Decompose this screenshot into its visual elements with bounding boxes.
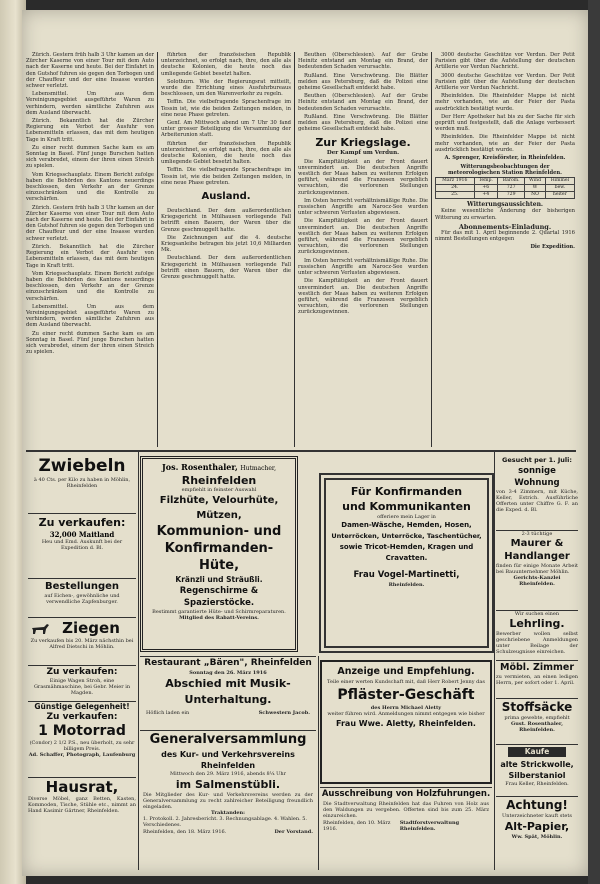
news-paragraph: Die Kampftätigkeit an der Front dauert unvermindert an. Die deutschen Angriffe westlich der Maas haben zu weiteren Erfolgen geführt, während die Franzosen vergeblich versuchten, die verlorenen Stellungen zurückzugewinnen. bbox=[298, 278, 428, 316]
table-header-cell: Wind bbox=[525, 177, 546, 184]
table-row bbox=[436, 177, 575, 184]
section-title-ausland: Ausland. bbox=[201, 191, 251, 203]
table-cell: 729 bbox=[498, 192, 525, 199]
ad-title: Maurer & bbox=[510, 538, 564, 549]
subscription-signature: Die Expedition. bbox=[530, 244, 575, 251]
ad-text: Zu verkaufen bis 20. März nächsthin bei Alfred Dietschi in Möhlin. bbox=[30, 638, 134, 650]
column-rule bbox=[294, 52, 295, 447]
news-paragraph: Rußland. Eine Verschwörung. Die Blätter melden aus Petersburg, daß die Polizei eine geheime Gesellschaft entdeckt habe. bbox=[298, 113, 428, 133]
ad-sign: Der Vorstand. bbox=[274, 829, 313, 835]
ad-text: finden für einige Monate Arbeit bei Bauunternehmer Möhlin. bbox=[496, 563, 578, 575]
table-cell: +6 bbox=[474, 184, 497, 191]
column-rule bbox=[138, 452, 139, 870]
ad-title: Bestellungen bbox=[44, 581, 120, 592]
ad-verkaufen-1 bbox=[28, 516, 136, 576]
news-paragraph: Die Zeichnungen auf die 4. deutsche Kriegsanleihe betragen bis jetzt 10,6 Milliarden Mk. bbox=[161, 234, 291, 254]
ad-date: Mittwoch den 29. März 1916, abends 8¼ Uhr bbox=[170, 771, 286, 777]
table-row bbox=[436, 184, 575, 191]
news-paragraph: Zu einer recht dummen Sache kam es am Sonntag in Basel. Fünf junge Burschen hatten sich verabredet, einem der ihren einen Streich zu spielen. bbox=[26, 330, 154, 356]
ad-seller: Ad. Schaffer, Photograph, Laufenburg bbox=[28, 752, 136, 758]
subscription-title: Abonnements-Einladung. bbox=[458, 222, 552, 231]
ad-line: Damen-Wäsche, Hemden, Hosen, bbox=[341, 521, 472, 529]
ad-subtitle: des Kur- und Verkehrsvereins Rheinfelden bbox=[161, 750, 295, 770]
news-paragraph: Vom Kriegsschauplatz. Einem Bericht zufolge haben die Behörden des Kantons neuerdings beschlossen, den Verkehr an der Grenze einzuschränken und die Kontrolle zu verschärfen. bbox=[26, 270, 154, 302]
ad-rosenthaler bbox=[140, 456, 298, 652]
ad-baeren bbox=[140, 656, 316, 728]
ad-sign: Gust. Rosenthaler, Rheinfelden. bbox=[511, 721, 563, 733]
ad-event: Abschied mit Musik-Unterhaltung. bbox=[165, 677, 291, 706]
ad-lehrling bbox=[496, 610, 578, 658]
table-header-cell: Temp. bbox=[474, 177, 497, 184]
ad-title: Zu verkaufen: bbox=[38, 516, 126, 529]
news-paragraph: Lebensmittel. Um aus dem Vereinigungsgebiet ausgeführte Waren zu verhindern, werden sämtliche Zufuhren aus dem Ausland überwacht. bbox=[26, 303, 154, 329]
news-paragraph: Zürich. Gestern früh halb 3 Uhr kamen an der Zürcher Kaserne von einer Tour mit dem Auto nach der Kaserne und heute. Bei der Einfahrt in den Gutshof fuhren sie gegen den Torbogen und der Chauffeur und der eine Insasse wurden schwer verletzt. bbox=[26, 204, 154, 242]
ad-text: à 40 Cts. per Kilo zu haben in Möhlin, Rheinfelden bbox=[33, 477, 131, 489]
news-paragraph: Zürich. Gestern früh halb 3 Uhr kamen an der Zürcher Kaserne von einer Tour mit dem Auto nach der Kaserne und heute. Bei der Einfahrt in den Gutshof fuhren sie gegen den Torbogen und der Chauffeur und der eine Insasse wurden schwer verletzt. bbox=[26, 52, 154, 90]
news-paragraph: Rheinfelden. Die Rheinfelder Mappe ist nicht mehr vorhanden, wie an der Feier der Pasta ausdrücklich bestätigt wurde. bbox=[435, 134, 575, 153]
ad-title: Möbl. Zimmer bbox=[499, 662, 575, 673]
ad-title: Zwiebeln bbox=[38, 456, 126, 476]
ad-intro: offeriere mein Lager in bbox=[377, 514, 436, 520]
ad-text: zu vermieten, an einen ledigen Herrn, per sofort oder 1. April. bbox=[496, 674, 578, 686]
subscription-text: Für das mit 1. April beginnende 2. Quartal 1916 nimmt Bestellungen entgegen bbox=[435, 230, 575, 243]
table-cell: 727 bbox=[498, 184, 525, 191]
ad-title: Gesucht per 1. Juli: bbox=[502, 456, 572, 464]
news-column-2 bbox=[161, 52, 291, 447]
ad-title: Generalversammlung bbox=[149, 732, 307, 747]
ad-pflaester bbox=[320, 660, 492, 784]
news-paragraph: führten der französischen Republik unterzeichnet, so erfolgt nach, ihre, den alle als deutsche Kolonien, die heute noch das umliegende Gebiet besetzt halten. bbox=[161, 52, 291, 77]
book-binding bbox=[588, 0, 600, 884]
ad-title: Günstige Gelegenheit! bbox=[34, 702, 130, 711]
table-header-cell: Barom. bbox=[498, 177, 525, 184]
news-paragraph: Im Osten herrscht verhältnismäßige Ruhe. Die russischen Angriffe am Narocz-See wurden unter schweren Verlusten abgewiesen. bbox=[298, 197, 428, 217]
table-header-cell: März 1916 bbox=[436, 177, 475, 184]
news-paragraph: Rußland. Eine Verschwörung. Die Blätter melden aus Petersburg, daß die Polizei eine geheime Gesellschaft entdeckt habe. bbox=[298, 72, 428, 92]
ad-line: Silberstaniol bbox=[508, 771, 566, 780]
ad-text: auf Eichen-, gewöhnliche und verwendliche Zapfenburger. bbox=[44, 593, 120, 605]
ad-agenda-title: Traktanden: bbox=[210, 810, 246, 816]
ad-verkaufen-2 bbox=[28, 665, 136, 699]
news-paragraph: Vom Kriegsschauplatz. Einem Bericht zufolge haben die Behörden des Kantons neuerdings beschlossen, den Verkehr an der Grenze einzuschränken und die Kontrolle zu verschärfen. bbox=[26, 171, 154, 203]
ad-member: Mitglied des Rabatt-Vereins. bbox=[179, 615, 259, 621]
column-rule bbox=[318, 656, 319, 870]
ad-rule bbox=[28, 578, 136, 579]
news-column-3 bbox=[298, 52, 428, 447]
ad-title: Handlanger bbox=[504, 551, 570, 562]
column-rule bbox=[494, 452, 495, 870]
ad-item: 1 Motorrad bbox=[38, 723, 126, 739]
ad-main: Alt-Papier, bbox=[504, 820, 570, 833]
column-rule bbox=[157, 52, 158, 447]
ad-hausrat bbox=[28, 777, 136, 867]
table-cell: bew. bbox=[545, 184, 574, 191]
news-paragraph: Lebensmittel. Um aus dem Vereinigungsgebiet ausgeführte Waren zu verhindern, werden sämtliche Zufuhren aus dem Ausland überwacht. bbox=[26, 91, 154, 116]
news-paragraph: Genf. Am Mittwoch abend um 7 Uhr 30 fand unter grosser Beteiligung die Versammlung der Arbeiterunion statt. bbox=[161, 120, 291, 139]
ad-line: sowie Tricot-Hemden, Kragen und bbox=[339, 543, 474, 551]
news-paragraph: Teffin. Die vielbefragende Sprachenfrage im Tessin ist, wie die beiden Zeitungen melden, in eine neue Phase getreten. bbox=[161, 167, 291, 186]
ad-trade: Hutmacher, bbox=[240, 465, 277, 472]
ad-banner: Kaufe bbox=[508, 747, 566, 757]
forester-signature: A. Sprenger, Kreisförster, in Rheinfelden. bbox=[444, 155, 566, 162]
ad-title: Restaurant „Bären", Rheinfelden bbox=[144, 658, 312, 668]
ad-zimmer bbox=[496, 660, 578, 696]
weather-outlook-text: Keine wesentliche Änderung der bisherigen Witterung zu erwarten. bbox=[435, 208, 575, 221]
ad-line: Unterröcken, Unterröcke, Taschentücher, bbox=[331, 532, 482, 540]
ad-title: Lehrling. bbox=[509, 617, 565, 630]
news-paragraph: Die Kampftätigkeit an der Front dauert unvermindert an. Die deutschen Angriffe westlich der Maas haben zu weiteren Erfolgen geführt, während die Franzosen vergeblich versuchten, die verlorenen Stellungen zurückzugewinnen. bbox=[298, 158, 428, 196]
goat-icon bbox=[30, 622, 50, 636]
news-paragraph: Die Kampftätigkeit an der Front dauert unvermindert an. Die deutschen Angriffe westlich der Maas haben zu weiteren Erfolgen geführt, während die Franzosen vergeblich versuchten, die verlorenen Stellungen zurückzugewinnen. bbox=[298, 218, 428, 256]
ad-text: Heu und Emd. Auskunft bei der Expedition d. Bl. bbox=[41, 539, 123, 551]
news-paragraph: Der Herr Apotheker hat bis zu der Sache für sich geprüft und festgestellt, daß die Anlage verbessert werden muß. bbox=[435, 113, 575, 133]
ad-sign: Frau Keller, Rheinfelden. bbox=[505, 781, 569, 787]
ad-stoffsaecke bbox=[496, 698, 578, 742]
news-paragraph: Beuthen (Oberschlesien). Auf der Grube Heinitz entstand am Montag ein Brand, der bedeutenden Schaden verursachte. bbox=[298, 52, 428, 71]
news-paragraph: führten der französischen Republik unterzeichnet, so erfolgt nach, ihre, den alle als deutsche Kolonien, die heute noch das umliegende Gebiet besetzt halten. bbox=[161, 140, 291, 166]
ad-title: und Kommunikanten bbox=[342, 500, 471, 513]
ad-text: prima gewebte, empfiehlt bbox=[504, 715, 570, 721]
ad-line: Regenschirme & Spazierstöcke. bbox=[179, 586, 259, 608]
ad-maurer bbox=[496, 530, 578, 608]
ad-line: Filzhüte, Velourhüte, Mützen, bbox=[159, 495, 279, 521]
ad-title: Hausrat, bbox=[45, 778, 119, 796]
ad-text: Diverse Möbel, ganz Betten, Kasten, Kommoden, Tische, Stühle etc., nimmt an Hand Kasimir Gärtner, Rheinfelden. bbox=[28, 796, 136, 814]
news-paragraph: Zürich. Bekanntlich hat die Zürcher Regierung ein Verbot der Ausfuhr von Lebensmitteln erlassen, das mit dem heutigen Tage in Kraft tritt. bbox=[26, 118, 154, 143]
ad-wohnung bbox=[496, 456, 578, 528]
table-cell: heiter bbox=[545, 192, 574, 199]
ad-kaufe bbox=[496, 744, 578, 794]
ad-title: Für Konfirmanden bbox=[350, 485, 463, 498]
news-paragraph: Zürich. Bekanntlich hat die Zürcher Regierung ein Verbot der Ausfuhr von Lebensmitteln erlassen, das mit dem heutigen Tage in Kraft tritt. bbox=[26, 243, 154, 269]
ad-agenda: 1. Protokoll. 2. Jahresbericht. 3. Rechnungsablage. 4. Wahlen. 5. Verschiedenes. bbox=[143, 816, 308, 828]
weather-table-title: Witterungsbeobachtungen der meteorologischen Station Rheinfelden. bbox=[448, 164, 562, 177]
news-paragraph: 3000 deutsche Geschütze vor Verdun. Der Petit Parisien gibt über die Aufstellung der deutschen Artillerie vor Verdun Nachricht. bbox=[435, 72, 575, 92]
table-cell: NO bbox=[525, 192, 546, 199]
ad-zwiebeln bbox=[28, 455, 136, 511]
news-paragraph: Teffin. Die vielbefragende Sprachenfrage im Tessin ist, wie die beiden Zeitungen melden, in eine neue Phase getreten. bbox=[161, 99, 291, 118]
ad-place: im Salmenstübli. bbox=[175, 778, 281, 791]
section-title-kriegslage: Zur Kriegslage. bbox=[315, 136, 411, 150]
ad-holzfuhrungen bbox=[320, 787, 492, 867]
ad-text: weiter führen wird. Anmeldungen nimmt entgegen wie bisher bbox=[327, 711, 485, 717]
ad-intro: Teile einer werten Kundschaft mit, daß Herr Robert Jenny das bbox=[327, 679, 485, 685]
table-cell: W bbox=[525, 184, 546, 191]
ad-text: Einige Wagen Stroh, eine Grasmähmaschine, bei Gebr. Meier in Magden. bbox=[33, 678, 131, 696]
table-cell: +4 bbox=[474, 192, 497, 199]
ad-ziegen bbox=[28, 617, 136, 663]
ad-sign-place: Rheinfelden, den 10. März 1916. bbox=[323, 820, 391, 832]
ad-title: Ziegen bbox=[62, 619, 120, 637]
ad-kanzlei: Gerichts-Kanzlei Rheinfelden. bbox=[513, 575, 561, 587]
ad-host: Schwestern Jacob. bbox=[258, 710, 310, 716]
ad-generalversammlung bbox=[140, 730, 316, 868]
news-paragraph: Deutschland. Der dem außerordentlichen Kriegsgericht in Mülhausen vorliegende Fall betrifft einen Bauern, der Waren über die Grenze geschmuggelt hatte. bbox=[161, 208, 291, 233]
ad-text: Die Stadtverwaltung Rheinfelden hat das Fuhren von Holz aus den Waldungen zu vergeben. Offerten sind bis zum 25. März einzureichen. bbox=[323, 801, 489, 819]
ad-place: Rheinfelden. bbox=[388, 582, 425, 588]
ad-rule bbox=[28, 513, 136, 514]
ad-title: Stoffsäcke bbox=[501, 700, 573, 714]
news-paragraph: Im Osten herrscht verhältnismäßige Ruhe. Die russischen Angriffe am Narocz-See wurden unter schweren Verlusten abgewiesen. bbox=[298, 257, 428, 277]
ad-bestellungen bbox=[28, 581, 136, 615]
ad-note: Bestimmt garantierte Hüte- und Schirmreparaturen. bbox=[152, 609, 286, 615]
ad-title: Achtung! bbox=[506, 798, 568, 812]
ad-text: Die Mitglieder des Kur- und Verkehrsvereins werden zu der Generalversammlung zu recht zahlreicher Beteiligung freundlich eingeladen. bbox=[143, 792, 313, 810]
weather-table bbox=[435, 177, 575, 200]
news-column-4 bbox=[435, 52, 575, 447]
ad-konfirmanden bbox=[328, 482, 485, 644]
ad-sign: Frau Vogel-Martinetti, bbox=[353, 570, 460, 580]
weather-outlook-title: Witterungsaussichten. bbox=[466, 201, 544, 209]
ad-sign: Ww. Spät, Möhlin. bbox=[511, 834, 563, 840]
ad-text: (Condor) 2 1/2 P.S., neu überholt, zu sehr billigem Preis. bbox=[29, 740, 135, 752]
ad-sign: Frau Wwe. Aletty, Rheinfelden. bbox=[336, 719, 476, 728]
ad-name: Jos. Rosenthaler, bbox=[161, 462, 238, 472]
column-rule bbox=[431, 52, 432, 447]
ad-place: Rheinfelden bbox=[181, 474, 257, 487]
news-column-1 bbox=[26, 52, 154, 447]
news-paragraph: Rheinfelden. Die Rheinfelder Mappe ist nicht mehr vorhanden, wie an der Feier der Pasta ausdrücklich bestätigt wurde. bbox=[435, 93, 575, 112]
newspaper-page bbox=[22, 10, 588, 876]
ad-date: Sonntag den 26. März 1916 bbox=[189, 670, 267, 676]
table-cell: 25. bbox=[436, 192, 475, 199]
ad-sign: Stadtforstverwaltung Rheinfelden. bbox=[399, 820, 460, 832]
ad-line: 32,000 Maitland bbox=[49, 530, 115, 539]
ad-intro: empfiehlt in feinster Auswahl bbox=[181, 487, 257, 493]
ad-title: Anzeige und Empfehlung. bbox=[337, 666, 475, 677]
ad-line: Kommunion- und bbox=[156, 524, 282, 539]
ad-line: Kränzli und Sträußli. bbox=[175, 575, 263, 584]
ad-achtung bbox=[496, 796, 578, 868]
news-paragraph: Zu einer recht dummen Sache kam es am Sonntag in Basel. Fünf junge Burschen hatten sich verabredet, einem der ihren einen Streich zu spielen. bbox=[26, 144, 154, 170]
ad-main: Pfläster-Geschäft bbox=[337, 687, 475, 703]
table-cell: 24. bbox=[436, 184, 475, 191]
ad-text: Bewerber wollen selbst geschriebene Anmeldungen unter Beilage der Schulzeugnisse einreichen. bbox=[496, 631, 578, 655]
ad-main: sonnige Wohnung bbox=[514, 466, 560, 488]
ad-subtitle: des Herrn Michael Aletty bbox=[370, 705, 442, 711]
ad-line: Cravatten. bbox=[385, 554, 428, 562]
ad-text: von 3-4 Zimmern, mit Küche, Keller, Estrich. Ausführliche Offerten unter Chiffre G. F. an die Exped. d. Bl. bbox=[496, 489, 578, 513]
ad-gelegenheit bbox=[28, 701, 136, 775]
table-header-cell: Himmel bbox=[545, 177, 574, 184]
ad-text: Unterzeichneter kauft stets bbox=[502, 813, 572, 819]
news-paragraph: 3000 deutsche Geschütze vor Verdun. Der Petit Parisien gibt über die Aufstellung der deutschen Artillerie vor Verdun Nachricht. bbox=[435, 52, 575, 71]
section-subtitle: Der Kampf um Verdun. bbox=[326, 150, 400, 157]
ad-line: Konfirmanden-Hüte, bbox=[164, 541, 274, 573]
ad-pre: Wir suchen einen bbox=[514, 611, 560, 617]
news-paragraph: Solothurn. Wie der Regierungsrat mitteilt, wurde die Errichtung eines Ausfuhrbureaus beschlossen, um den Warenverkehr zu regeln. bbox=[161, 78, 291, 98]
ad-line: alte Strickwolle, bbox=[500, 760, 574, 769]
ad-title: Zu verkaufen: bbox=[46, 667, 118, 677]
ad-head: 2-3 tüchtige bbox=[521, 531, 553, 537]
ad-invite: Höflich laden ein bbox=[146, 710, 190, 716]
news-paragraph: Deutschland. Der dem außerordentlichen Kriegsgericht in Mülhausen vorliegende Fall betrifft einen Bauern, der Waren über die Grenze geschmuggelt hatte. bbox=[161, 255, 291, 281]
ad-title: Ausschreibung von Holzfuhrungen. bbox=[321, 789, 491, 799]
table-row bbox=[436, 192, 575, 199]
ad-subtitle: Zu verkaufen: bbox=[46, 712, 118, 722]
ad-sign-place: Rheinfelden, den 18. März 1916. bbox=[143, 829, 227, 835]
news-paragraph: Beuthen (Oberschlesien). Auf der Grube Heinitz entstand am Montag ein Brand, der bedeutenden Schaden verursachte. bbox=[298, 93, 428, 112]
